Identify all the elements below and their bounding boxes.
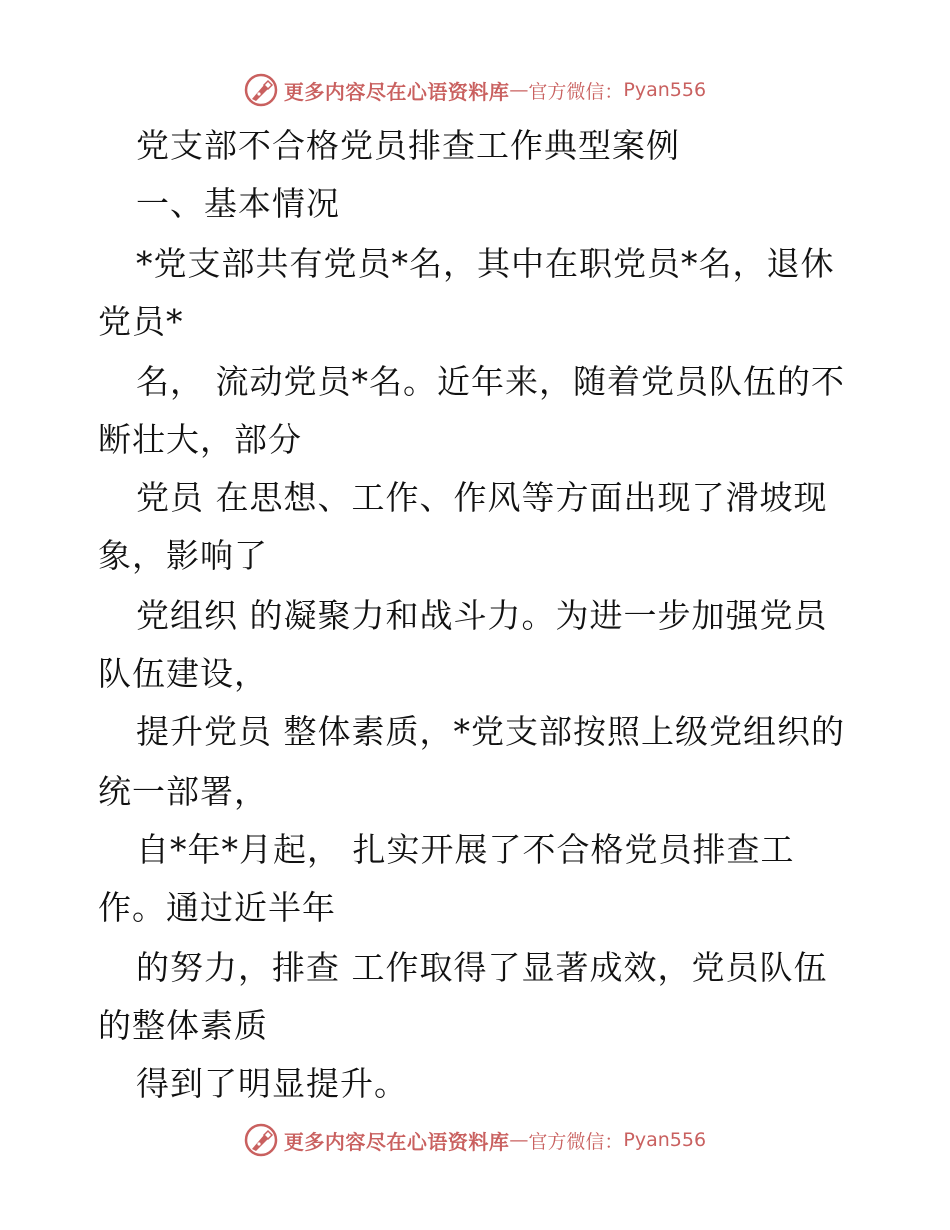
banner-wechat-id: Pyan556 [623,1129,707,1151]
paragraph-line: 的整体素质 [98,1006,268,1045]
paragraph-line: 统一部署， [98,772,268,811]
banner-separator: — [509,79,529,101]
paragraph-line: 队伍建设， [98,654,268,693]
banner-main-text: 更多内容尽在心语资料库 [283,1129,510,1154]
paragraph-line: 党员 在思想、工作、作风等方面出现了滑坡现 [136,478,828,517]
header-banner [0,68,950,112]
banner-main-text: 更多内容尽在心语资料库 [283,79,510,104]
paragraph-line: 象，影响了 [98,536,268,575]
paragraph-line: 断壮大，部分 [98,420,302,459]
paragraph-line: 党员* [98,302,184,341]
header-banner-content [244,73,706,107]
banner-wechat-id: Pyan556 [623,79,707,101]
paragraph-line: 的努力，排查 工作取得了显著成效，党员队伍 [136,948,828,987]
paragraph-line: 作。通过近半年 [98,888,336,927]
pen-nib-logo-icon [244,73,278,107]
pen-nib-logo-icon [244,1123,278,1157]
paragraph-line: 党组织 的凝聚力和战斗力。为进一步加强党员 [136,596,828,635]
banner-separator: — [509,1129,529,1151]
paragraph-line: 自*年*月起， 扎实开展了不合格党员排查工 [136,830,795,869]
banner-wechat-label: 官方微信： [528,80,624,103]
paragraph-line: 提升党员 整体素质，*党支部按照上级党组织的 [136,712,845,751]
footer-banner [0,1118,950,1162]
paragraph-line: 名， 流动党员*名。近年来，随着党员队伍的不 [136,362,845,401]
banner-wechat-label: 官方微信： [528,1130,624,1153]
footer-banner-content [244,1123,706,1157]
paragraph-line: 得到了明显提升。 [136,1064,408,1103]
document-title: 党支部不合格党员排查工作典型案例 [136,126,680,165]
paragraph-line: *党支部共有党员*名，其中在职党员*名，退休 [136,244,835,283]
section-heading: 一、基本情况 [136,184,340,223]
